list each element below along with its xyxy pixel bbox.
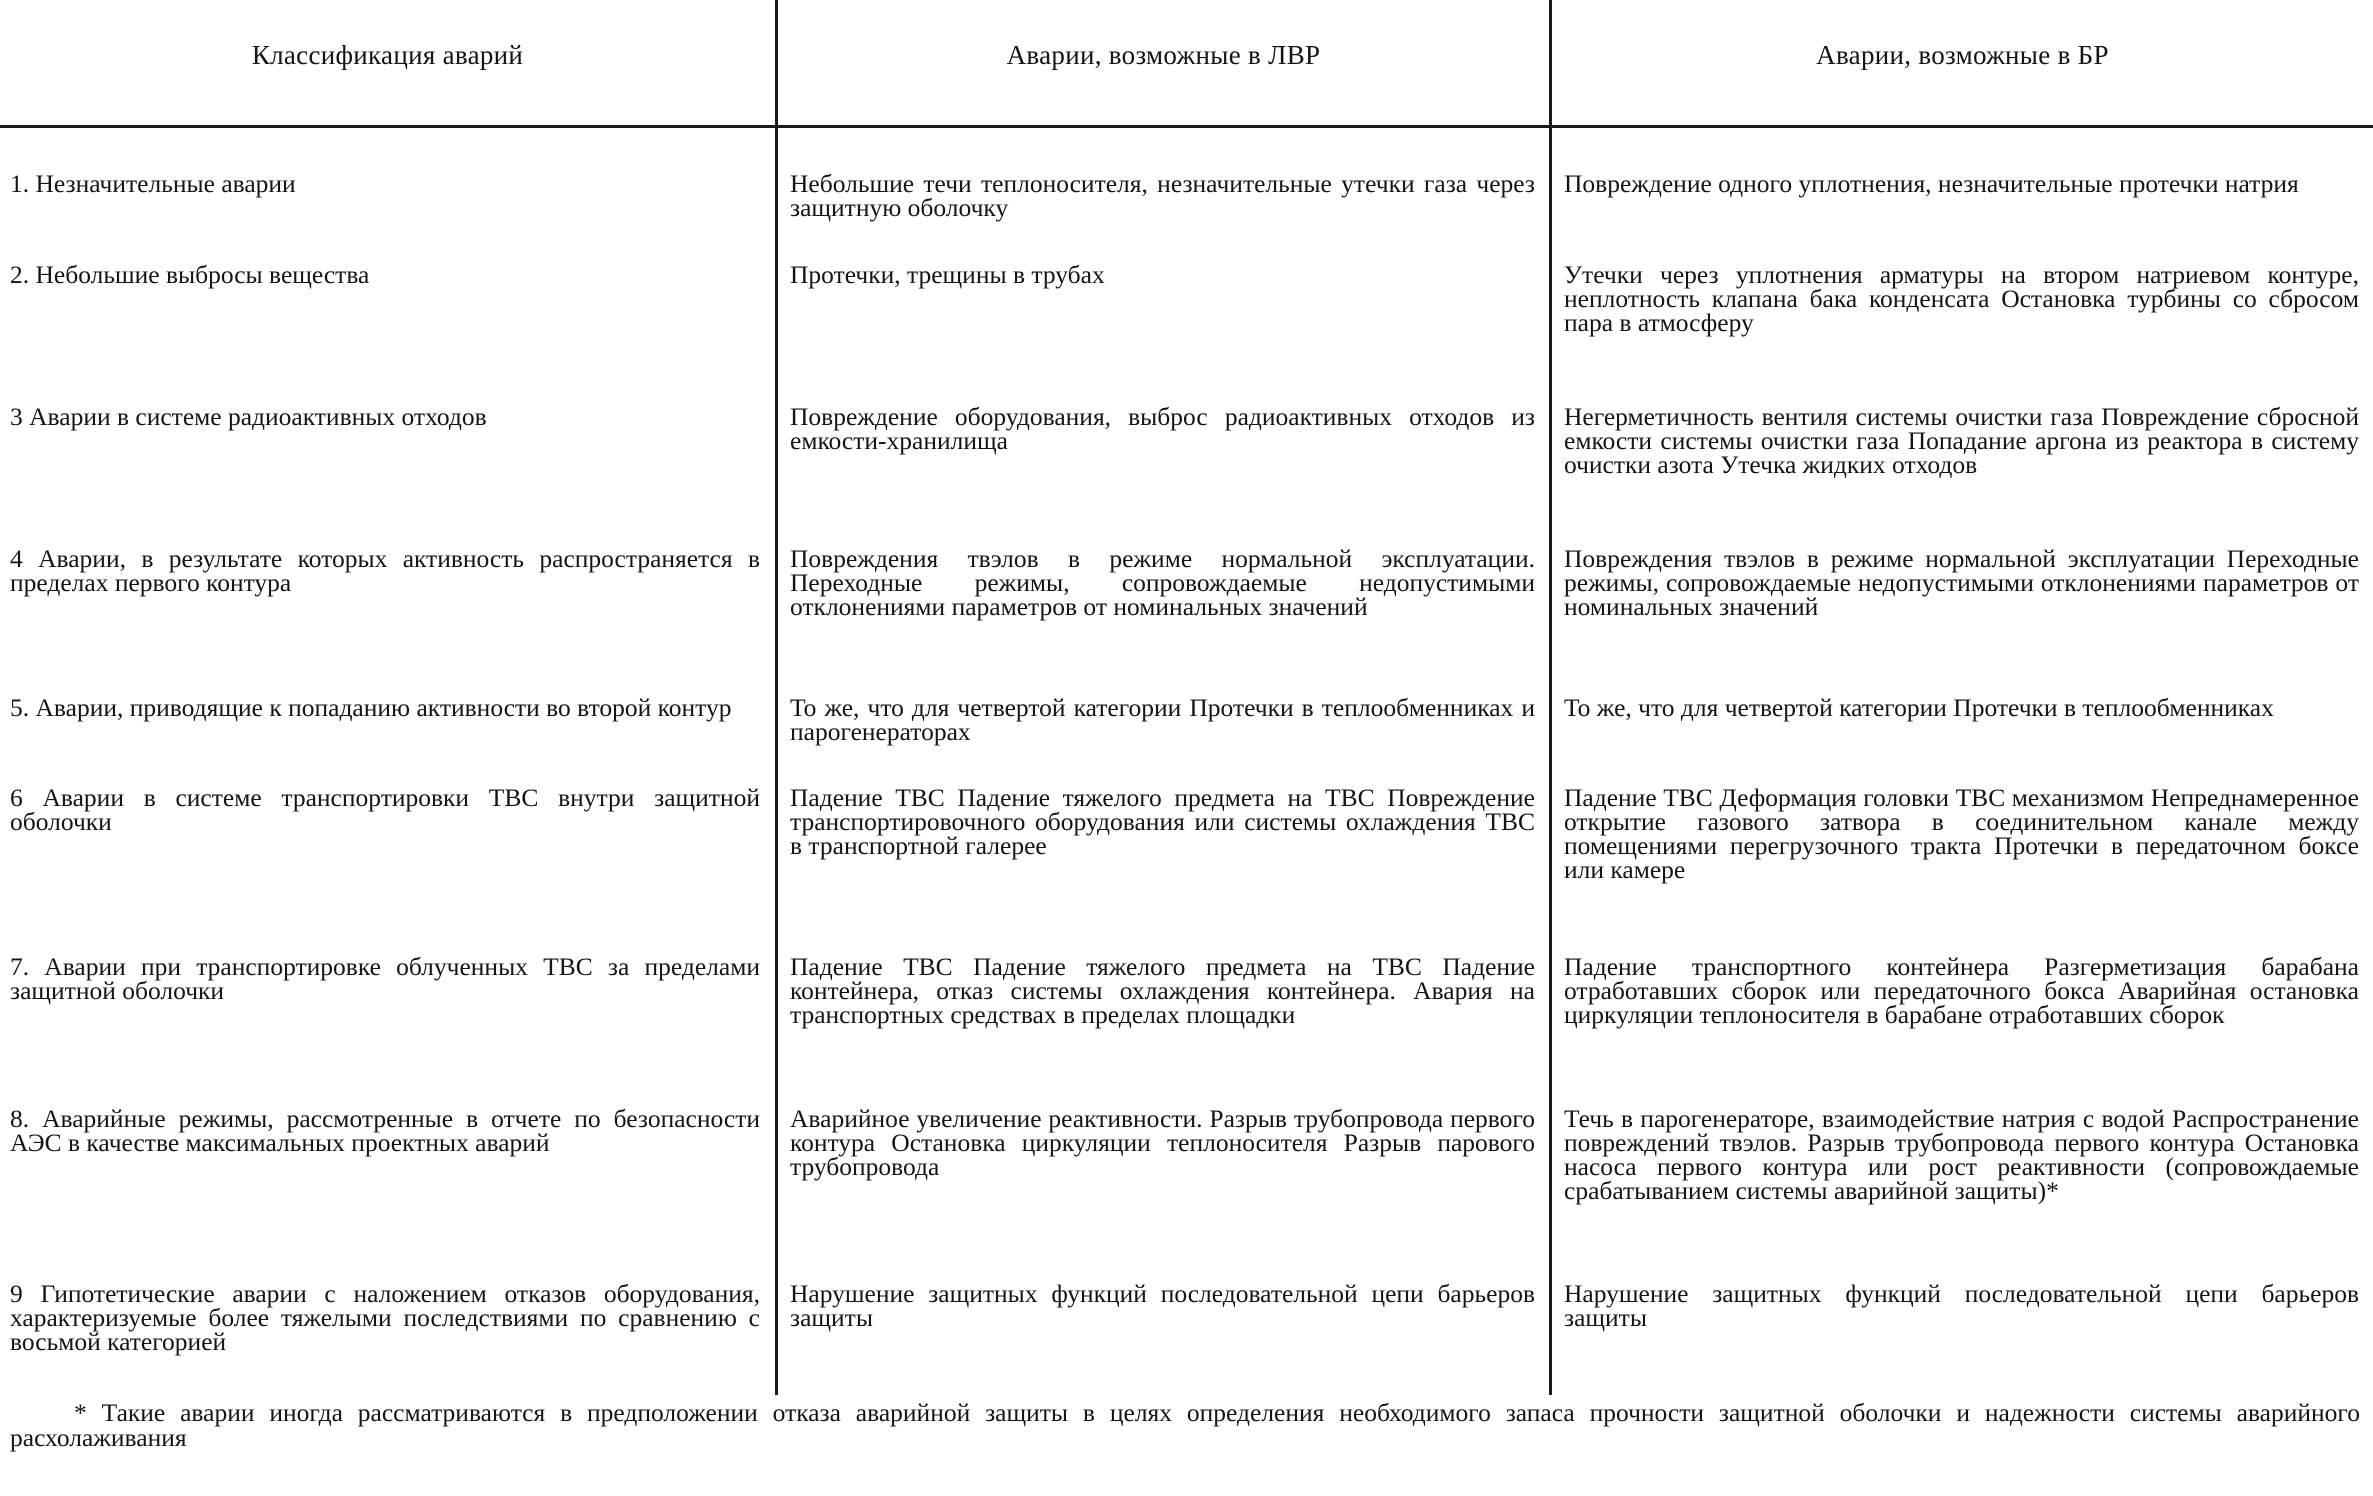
row-8-category: 8. Аварийные режимы, рассмотренные в отчете по безопасности АЭС в качестве максимальных проектных аварий <box>10 1104 760 1157</box>
row-8-fbr: Течь в парогенераторе, взаимодействие натрия с водой Распространение повреждений твэлов. Разрыв трубопровода первого контура Остановка насоса первого контура или рост реактивности (сопровождаемые срабатыванием системы аварийной защиты)* <box>1564 1104 2359 1205</box>
row-5-fbr: То же, что для четвертой категории Протечки в теплообменниках <box>1564 693 2274 722</box>
row-7-fbr: Падение транспортного контейнера Разгерметизация барабана отработавших сборок или передаточного бокса Аварийная остановка циркуляции теплоносителя в барабане отработавших сборок <box>1564 952 2359 1029</box>
row-2-fbr: Утечки через уплотнения арматуры на втором натриевом контуре, неплотность клапана бака конденсата Остановка турбины со сбросом пара в атмосферу <box>1564 260 2359 337</box>
row-5-lwr: То же, что для четвертой категории Протечки в теплообменниках и парогенераторах <box>790 693 1535 746</box>
row-7-lwr: Падение ТВС Падение тяжелого предмета на ТВС Падение контейнера, отказ системы охлаждения контейнера. Авария на транспортных средствах в пределах площадки <box>790 952 1535 1029</box>
header-rule <box>0 125 2373 128</box>
footnote: * Такие аварии иногда рассматриваются в предположении отказа аварийной защиты в целях определения необходимого запаса прочности защитной оболочки и надежности системы аварийного расхолаживания <box>10 1398 2360 1452</box>
row-2-lwr: Протечки, трещины в трубах <box>790 260 1105 289</box>
row-6-lwr: Падение ТВС Падение тяжелого предмета на ТВС Повреждение транспортировочного оборудования или системы охлаждения ТВС в транспортной галерее <box>790 783 1535 860</box>
row-9-category: 9 Гипотетические аварии с наложением отказов оборудования, характеризуемые более тяжелыми последствиями по сравнению с восьмой категорией <box>10 1279 760 1356</box>
row-3-lwr: Повреждение оборудования, выброс радиоактивных отходов из емкости-хранилища <box>790 402 1535 455</box>
row-9-lwr: Нарушение защитных функций последовательной цепи барьеров защиты <box>790 1279 1535 1332</box>
row-8-lwr: Аварийное увеличение реактивности. Разрыв трубопровода первого контура Остановка циркуляции теплоносителя Разрыв парового трубопровода <box>790 1104 1535 1181</box>
row-3-fbr: Негерметичность вентиля системы очистки газа Повреждение сбросной емкости системы очистки газа Попадание аргона из реактора в систему очистки азота Утечка жидких отходов <box>1564 402 2359 479</box>
row-5-category: 5. Аварии, приводящие к попаданию активности во второй контур <box>10 693 732 722</box>
row-3-category: 3 Аварии в системе радиоактивных отходов <box>10 402 487 431</box>
row-1-category: 1. Незначительные аварии <box>10 169 296 198</box>
row-4-category: 4 Аварии, в результате которых активность распространяется в пределах первого контура <box>10 544 760 597</box>
row-2-category: 2. Небольшие выбросы вещества <box>10 260 370 289</box>
row-6-fbr: Падение ТВС Деформация головки ТВС механизмом Непреднамеренное открытие газового затвора в соединительном канале между помещениями перегрузочного тракта Протечки в передаточном боксе или камере <box>1564 783 2359 884</box>
header-lwr-accidents: Аварии, возможные в ЛВР <box>1006 40 1321 70</box>
row-9-fbr: Нарушение защитных функций последовательной цепи барьеров защиты <box>1564 1279 2359 1332</box>
row-7-category: 7. Аварии при транспортировке облученных ТВС за пределами защитной оболочки <box>10 952 760 1005</box>
header-classification: Классификация аварий <box>251 40 524 70</box>
row-1-fbr: Повреждение одного уплотнения, незначительные протечки натрия <box>1564 169 2299 198</box>
row-1-lwr: Небольшие течи теплоносителя, незначительные утечки газа через защитную оболочку <box>790 169 1535 222</box>
column-divider <box>775 0 778 1395</box>
row-4-lwr: Повреждения твэлов в режиме нормальной эксплуатации. Переходные режимы, сопровождаемые недопустимыми отклонениями параметров от номинальных значений <box>790 544 1535 621</box>
row-6-category: 6 Аварии в системе транспортировки ТВС внутри защитной оболочки <box>10 783 760 836</box>
header-fbr-accidents: Аварии, возможные в БР <box>1816 40 2109 70</box>
column-divider <box>1549 0 1552 1395</box>
row-4-fbr: Повреждения твэлов в режиме нормальной эксплуатации Переходные режимы, сопровождаемые недопустимыми отклонениями параметров от номинальных значений <box>1564 544 2359 621</box>
